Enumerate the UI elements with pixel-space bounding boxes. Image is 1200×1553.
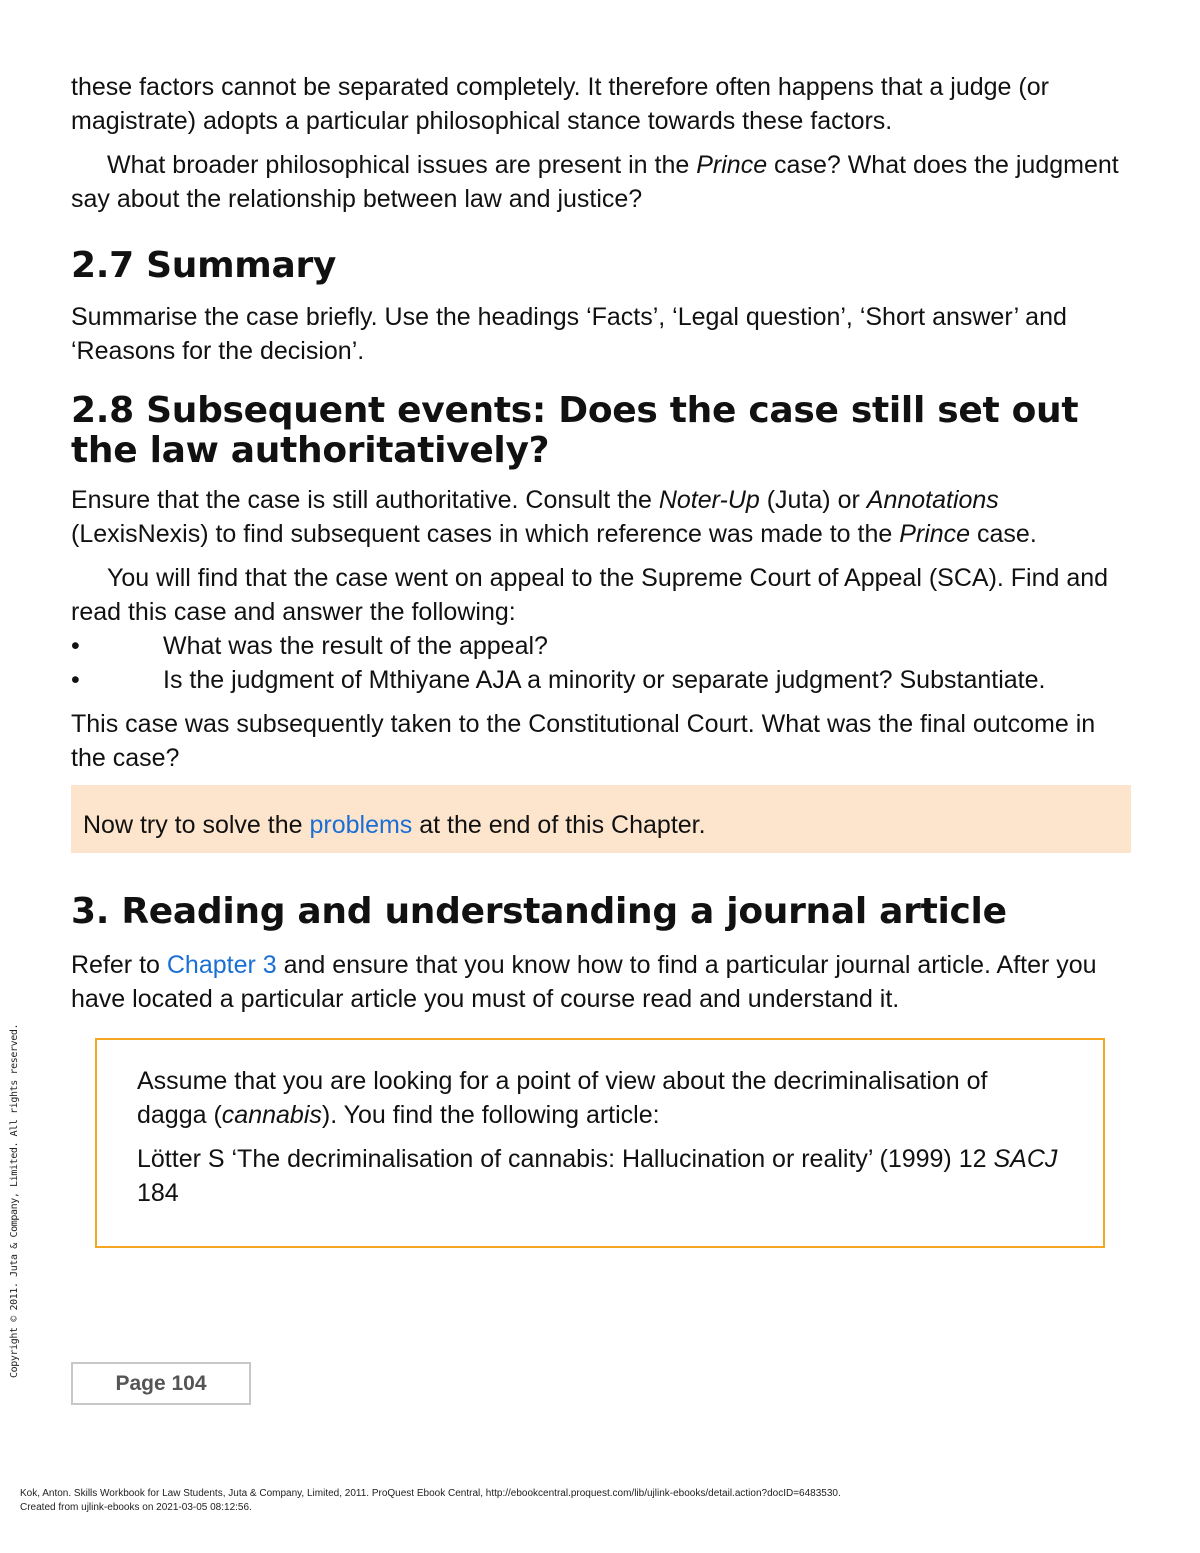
subsequent-paragraph-3: This case was subsequently taken to the Constitutional Court. What was the final outcome in the case? bbox=[71, 710, 1096, 772]
journal-text-b: and ensure that you know how to find a particular journal article. After you have located a particular article you must of course read and understand it. bbox=[71, 951, 1097, 1013]
heading-3-journal-article: 3. Reading and understanding a journal article bbox=[71, 891, 1007, 932]
callout-text-a: Now try to solve the bbox=[83, 811, 310, 839]
intro-paragraph-2 bbox=[71, 148, 1131, 216]
bullet-icon: • bbox=[71, 666, 80, 694]
footer-created: Created from ujlink-ebooks on 2021-03-05 08:12:56. bbox=[20, 1502, 252, 1513]
journal-paragraph bbox=[71, 948, 1131, 1016]
article-citation bbox=[137, 1142, 1063, 1210]
example-paragraph bbox=[137, 1064, 1063, 1132]
page-number-badge: Page 104 bbox=[71, 1362, 251, 1405]
intro-p2-text-b: case? What does the judgment say about the relationship between law and justice? bbox=[71, 151, 1119, 213]
example-text-b: ). You find the following article: bbox=[321, 1101, 660, 1129]
list-item bbox=[71, 629, 1131, 663]
footer-citation: Kok, Anton. Skills Workbook for Law Students, Juta & Company, Limited, 2011. ProQuest Ebook Central, http://ebookcentral.proquest.com/lib/ujlink-ebooks/detail.action?docID=6483530. bbox=[20, 1488, 841, 1499]
footer bbox=[20, 1487, 1190, 1515]
example-box bbox=[95, 1038, 1105, 1248]
example-text-a: Assume that you are looking for a point of view about the decriminalisation of dagga ( bbox=[137, 1067, 988, 1129]
subsequent-paragraph-1 bbox=[71, 483, 1131, 551]
list-item-text: What was the result of the appeal? bbox=[163, 632, 548, 660]
sub-p1-text-d: case. bbox=[970, 520, 1037, 548]
example-italic: cannabis bbox=[221, 1101, 322, 1129]
list-item-text: Is the judgment of Mthiyane AJA a minority or separate judgment? Substantiate. bbox=[163, 666, 1046, 694]
intro-p2-text-a: What broader philosophical issues are present in the bbox=[107, 151, 697, 179]
heading-2-8-subsequent-events: 2.8 Subsequent events: Does the case still set out the law authoritatively? bbox=[71, 390, 1079, 471]
sub-p1-text-b: (Juta) or bbox=[759, 486, 867, 514]
sub-p1-text-c: (LexisNexis) to find subsequent cases in which reference was made to the bbox=[71, 520, 900, 548]
intro-p2-case-name: Prince bbox=[696, 151, 768, 179]
copyright-notice: Copyright © 2011. Juta & Company, Limited. All rights reserved. bbox=[9, 1023, 20, 1378]
callout-text-b: at the end of this Chapter. bbox=[412, 811, 706, 839]
intro-paragraph-1: these factors cannot be separated completely. It therefore often happens that a judge (or magistrate) adopts a particular philosophical stance towards these factors. bbox=[71, 73, 1049, 135]
subsequent-paragraph-2: You will find that the case went on appeal to the Supreme Court of Appeal (SCA). Find and read this case and answer the following: bbox=[71, 564, 1109, 626]
citation-text-b: 184 bbox=[137, 1179, 179, 1207]
chapter-3-link[interactable]: Chapter 3 bbox=[166, 951, 277, 979]
citation-text-a: Lötter S ‘The decriminalisation of cannabis: Hallucination or reality’ (1999) 12 bbox=[137, 1145, 994, 1173]
sub-p1-noterup: Noter-Up bbox=[658, 486, 760, 514]
heading-2-7-summary: 2.7 Summary bbox=[71, 245, 337, 286]
question-list bbox=[71, 629, 1131, 697]
page-content bbox=[71, 70, 1131, 1248]
sub-p1-prince: Prince bbox=[899, 520, 971, 548]
callout-box bbox=[71, 785, 1131, 853]
bullet-icon: • bbox=[71, 632, 80, 660]
sub-p1-text-a: Ensure that the case is still authoritative. Consult the bbox=[71, 486, 659, 514]
journal-text-a: Refer to bbox=[71, 951, 167, 979]
citation-journal: SACJ bbox=[993, 1145, 1058, 1173]
summary-paragraph: Summarise the case briefly. Use the headings ‘Facts’, ‘Legal question’, ‘Short answer’ and ‘Reasons for the decision’. bbox=[71, 303, 1067, 365]
list-item bbox=[71, 663, 1131, 697]
sub-p1-annotations: Annotations bbox=[866, 486, 999, 514]
problems-link[interactable]: problems bbox=[309, 811, 413, 839]
